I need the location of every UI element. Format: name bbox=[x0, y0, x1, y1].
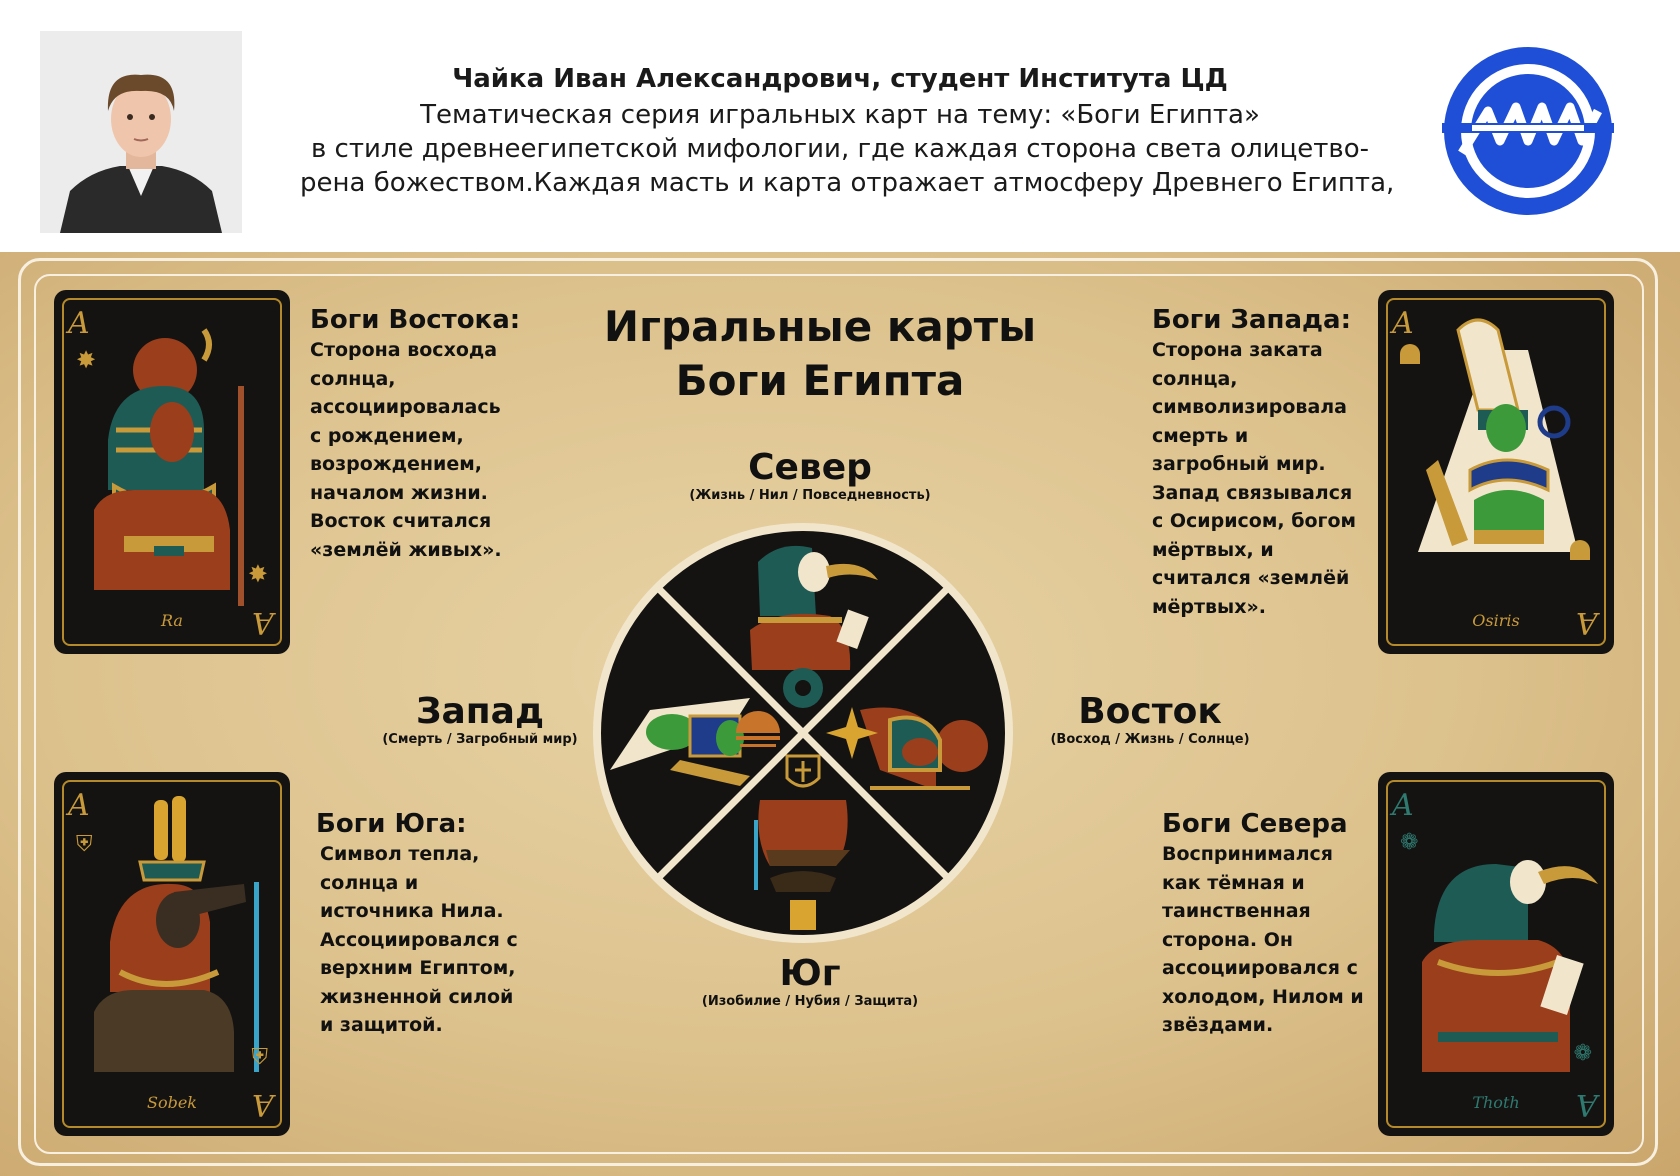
direction-name: Восток bbox=[1078, 691, 1222, 732]
ra-illustration bbox=[54, 290, 290, 654]
card-name: Osiris bbox=[1472, 611, 1520, 630]
card-thoth[interactable] bbox=[1378, 772, 1614, 1136]
direction-subtitle: (Изобилие / Нубия / Защита) bbox=[701, 994, 919, 1009]
direction-subtitle: (Жизнь / Нил / Повседневность) bbox=[689, 488, 931, 503]
text-line: как тёмная и bbox=[1162, 871, 1305, 894]
text-line: Воспринимался bbox=[1162, 843, 1334, 865]
author-photo bbox=[40, 31, 242, 233]
university-logo-icon bbox=[1442, 45, 1614, 217]
card-sobek[interactable] bbox=[54, 772, 290, 1136]
card-name: Thoth bbox=[1472, 1093, 1520, 1112]
text-line: с рождением, bbox=[310, 424, 464, 447]
direction-east bbox=[1040, 692, 1260, 748]
description-line: Тематическая серия игральных карт на тему: «Боги Египта» bbox=[420, 100, 1260, 130]
sobek-illustration bbox=[54, 772, 290, 1136]
text-line: холодом, Нилом и bbox=[1162, 985, 1364, 1008]
description-line: в стиле древнеегипетской мифологии, где каждая сторона света олицетво- bbox=[310, 134, 1370, 164]
text-line: загробный мир. bbox=[1152, 453, 1326, 475]
text-line: солнца, bbox=[1152, 367, 1238, 390]
star-icon: ✸ bbox=[247, 560, 268, 588]
card-rank-top: A bbox=[68, 306, 90, 341]
card-name: Ra bbox=[161, 611, 183, 630]
card-rank-bottom: A bbox=[1576, 605, 1598, 640]
gods-south-text bbox=[320, 840, 518, 1040]
gods-south-title: Боги Юга: bbox=[316, 809, 467, 839]
description-line: рена божеством.Каждая масть и карта отражает атмосферу Древнего Египта, bbox=[300, 168, 1395, 198]
text-line: Сторона заката bbox=[1152, 339, 1323, 361]
direction-north bbox=[660, 448, 960, 504]
text-line: источника Нила. bbox=[320, 900, 504, 922]
lotus-icon: ❁ bbox=[1573, 1041, 1592, 1066]
text-line: таинственная bbox=[1162, 900, 1311, 922]
text-line: верхним Египтом, bbox=[320, 957, 516, 979]
direction-name: Запад bbox=[415, 691, 545, 732]
text-line: звёздами. bbox=[1162, 1014, 1274, 1036]
text-line: солнца, bbox=[310, 367, 396, 390]
text-line: сторона. Он bbox=[1162, 928, 1294, 951]
text-line: жизненной силой bbox=[320, 985, 514, 1008]
gods-east-block bbox=[310, 304, 520, 564]
text-line: ассоциировалась bbox=[310, 396, 501, 418]
text-line: ассоциировался с bbox=[1162, 957, 1358, 979]
gods-north-text bbox=[1162, 840, 1364, 1040]
direction-south bbox=[660, 954, 960, 1010]
card-rank-bottom: A bbox=[252, 1087, 274, 1122]
card-osiris[interactable] bbox=[1378, 290, 1614, 654]
text-line: мёртвых, и bbox=[1152, 538, 1274, 561]
text-line: смерть и bbox=[1152, 424, 1249, 447]
gods-west-title: Боги Запада: bbox=[1152, 305, 1351, 335]
gods-east-title: Боги Востока: bbox=[310, 305, 521, 335]
gods-east-text bbox=[310, 336, 520, 564]
card-rank-bottom: A bbox=[1576, 1087, 1598, 1122]
card-rank-top: A bbox=[68, 788, 90, 823]
star-icon: ✸ bbox=[76, 346, 97, 374]
card-name: Sobek bbox=[147, 1093, 197, 1112]
text-line: Сторона восхода bbox=[310, 339, 498, 361]
gods-west-block bbox=[1152, 304, 1356, 621]
gods-west-text bbox=[1152, 336, 1356, 621]
compass-wheel bbox=[590, 520, 1016, 946]
card-rank-bottom: A bbox=[252, 605, 274, 640]
shield-cross-icon: ⛨ bbox=[251, 1045, 268, 1070]
gods-north-block bbox=[1162, 808, 1364, 1040]
page-title bbox=[560, 300, 1080, 408]
direction-subtitle: (Восход / Жизнь / Солнце) bbox=[1050, 732, 1250, 747]
direction-name: Юг bbox=[779, 953, 841, 994]
direction-name: Север bbox=[748, 447, 872, 488]
text-line: символизировала bbox=[1152, 396, 1348, 418]
lotus-icon bbox=[783, 668, 823, 708]
text-line: Символ тепла, bbox=[320, 843, 480, 865]
card-rank-top: A bbox=[1392, 788, 1414, 823]
gods-north-title: Боги Севера bbox=[1162, 809, 1348, 839]
author-name: Чайка Иван Александрович, студент Института ЦД bbox=[452, 64, 1228, 94]
text-line: Восток считался bbox=[310, 510, 492, 532]
text-line: и защитой. bbox=[320, 1014, 443, 1036]
text-line: Запад связывался bbox=[1152, 481, 1353, 504]
text-line: началом жизни. bbox=[310, 481, 488, 504]
gods-south-block bbox=[316, 808, 518, 1040]
direction-west bbox=[370, 692, 590, 748]
lotus-icon: ❁ bbox=[1400, 830, 1419, 855]
direction-subtitle: (Смерть / Загробный мир) bbox=[382, 732, 578, 747]
card-rank-top: A bbox=[1392, 306, 1414, 341]
text-line: возрождением, bbox=[310, 453, 482, 475]
card-ra[interactable] bbox=[54, 290, 290, 654]
title-line: Игральные карты bbox=[603, 302, 1037, 351]
text-line: Ассоциировался с bbox=[320, 928, 518, 951]
project-description bbox=[300, 98, 1395, 200]
setting-sun-icon bbox=[1400, 344, 1420, 364]
text-line: мёртвых». bbox=[1152, 595, 1266, 618]
thoth-illustration bbox=[1378, 772, 1614, 1136]
text-line: «землёй живых». bbox=[310, 538, 502, 561]
text-line: солнца и bbox=[320, 871, 419, 894]
shield-cross-icon: ⛨ bbox=[76, 832, 93, 857]
text-line: с Осирисом, богом bbox=[1152, 510, 1357, 532]
header bbox=[0, 0, 1680, 252]
text-line: считался «землёй bbox=[1152, 567, 1350, 589]
setting-sun-icon bbox=[1570, 540, 1590, 560]
shield-cross-icon bbox=[787, 756, 819, 786]
title-line: Боги Египта bbox=[675, 356, 965, 405]
